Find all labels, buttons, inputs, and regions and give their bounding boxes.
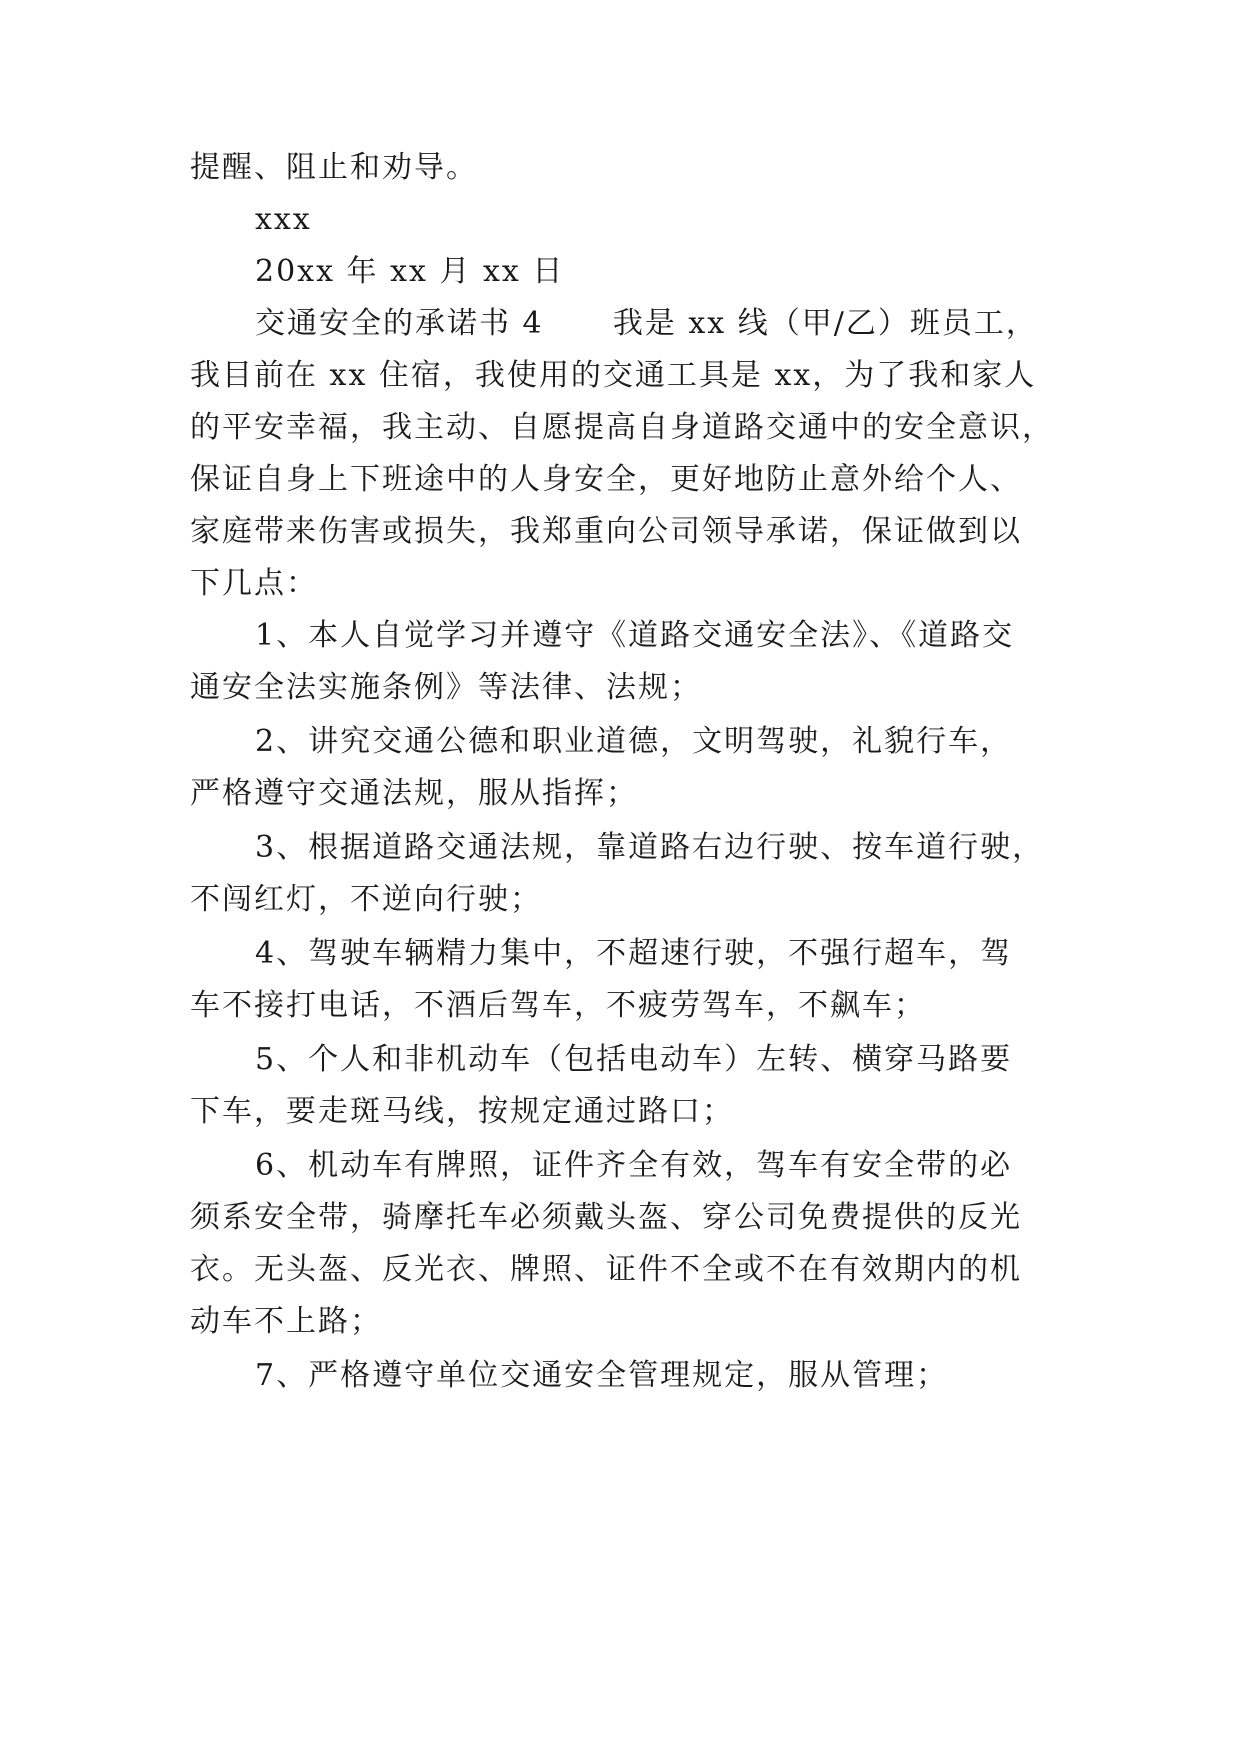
list-item-6-cont: 动车不上路； (190, 1304, 382, 1339)
list-item-3-cont: 不闯红灯，不逆向行驶； (190, 882, 542, 917)
list-item-7: 7、严格遵守单位交通安全管理规定，服从管理； (255, 1358, 949, 1393)
list-item-2-cont: 严格遵守交通法规，服从指挥； (190, 776, 638, 811)
list-item-5: 5、个人和非机动车（包括电动车）左转、横穿马路要 (255, 1042, 1013, 1077)
text-line: 下几点： (190, 566, 318, 601)
list-item-6-cont: 须系安全带，骑摩托车必须戴头盔、穿公司免费提供的反光 (190, 1200, 1022, 1235)
signature-date: 20xx 年 xx 月 xx 日 (255, 254, 565, 289)
signature-name: xxx (255, 202, 312, 237)
text-line: 家庭带来伤害或损失，我郑重向公司领导承诺，保证做到以 (190, 514, 1022, 549)
list-item-4-cont: 车不接打电话，不酒后驾车，不疲劳驾车，不飙车； (190, 988, 926, 1023)
list-item-3: 3、根据道路交通法规，靠道路右边行驶、按车道行驶， (255, 830, 1045, 865)
list-item-6-cont: 衣。无头盔、反光衣、牌照、证件不全或不在有效期内的机 (190, 1252, 1022, 1287)
text-line: 提醒、阻止和劝导。 (190, 150, 478, 185)
list-item-1-cont: 通安全法实施条例》等法律、法规； (190, 670, 702, 705)
list-item-4: 4、驾驶车辆精力集中，不超速行驶，不强行超车，驾 (255, 936, 1013, 971)
section-heading-line: 交通安全的承诺书 4 我是 xx 线（甲/乙）班员工， (255, 306, 1038, 341)
list-item-2: 2、讲究交通公德和职业道德，文明驾驶，礼貌行车， (255, 724, 1013, 759)
text-line: 保证自身上下班途中的人身安全，更好地防止意外给个人、 (190, 462, 1022, 497)
list-item-1: 1、本人自觉学习并遵守《道路交通安全法》、《道路交 (255, 618, 1015, 653)
text-line: 我目前在 xx 住宿，我使用的交通工具是 xx，为了我和家人 (190, 358, 1037, 393)
list-item-6: 6、机动车有牌照，证件齐全有效，驾车有安全带的必 (255, 1148, 1013, 1183)
list-item-5-cont: 下车，要走斑马线，按规定通过路口； (190, 1094, 734, 1129)
text-line: 的平安幸福，我主动、自愿提高自身道路交通中的安全意识， (190, 410, 1054, 445)
